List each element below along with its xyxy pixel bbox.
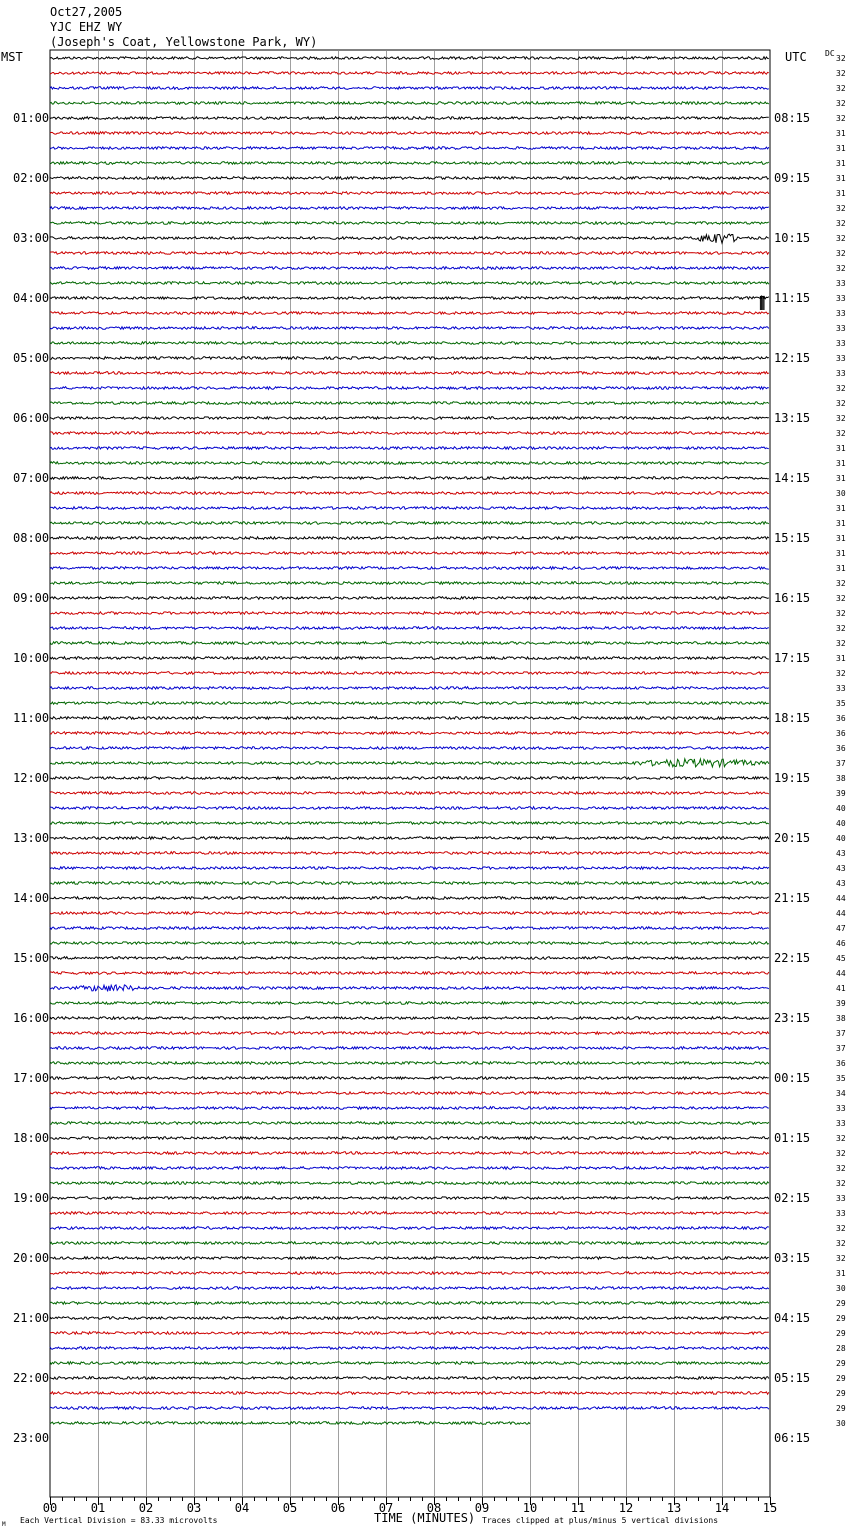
- dc-value: 29: [836, 1299, 846, 1308]
- dc-value: 39: [836, 789, 846, 798]
- trace-row: [50, 296, 769, 310]
- dc-value: 31: [836, 549, 846, 558]
- dc-value: 32: [836, 669, 846, 678]
- dc-value: 40: [836, 804, 846, 813]
- trace-row: [50, 1032, 769, 1035]
- dc-value: 32: [836, 399, 846, 408]
- utc-hour-label: 05:15: [774, 1371, 811, 1385]
- mst-hour-label: 10:00: [13, 651, 50, 665]
- trace-row: [50, 1137, 769, 1140]
- trace-row: [50, 312, 769, 315]
- dc-value: 32: [836, 249, 846, 258]
- dc-value: 35: [836, 1074, 846, 1083]
- dc-value: 31: [836, 654, 846, 663]
- dc-value: 37: [836, 759, 846, 768]
- trace-row: [50, 1152, 769, 1155]
- dc-value: 29: [836, 1404, 846, 1413]
- dc-value: 33: [836, 354, 846, 363]
- dc-value: 30: [836, 1284, 846, 1293]
- trace-row: [50, 432, 769, 435]
- utc-hour-label: 00:15: [774, 1071, 811, 1085]
- dc-values: [836, 54, 846, 1428]
- trace-row: [50, 522, 769, 525]
- trace-row: [50, 1077, 769, 1080]
- x-tick-label: 11: [570, 1501, 586, 1515]
- trace-row: [50, 717, 769, 720]
- utc-hour-label: 22:15: [774, 951, 811, 965]
- dc-value: 33: [836, 279, 846, 288]
- trace-row: [50, 582, 769, 585]
- trace-row: [50, 222, 769, 225]
- dc-value: 34: [836, 1089, 846, 1098]
- dc-value: 30: [836, 489, 846, 498]
- dc-value: 38: [836, 1014, 846, 1023]
- dc-value: 33: [836, 324, 846, 333]
- trace-row: [50, 1182, 769, 1185]
- dc-value: 32: [836, 579, 846, 588]
- trace-row: [50, 957, 769, 960]
- utc-hour-label: 13:15: [774, 411, 811, 425]
- dc-value: 32: [836, 1164, 846, 1173]
- dc-value: 28: [836, 1344, 846, 1353]
- trace-row: [50, 985, 769, 992]
- trace-row: [50, 1197, 769, 1200]
- mst-hour-label: 02:00: [13, 171, 50, 185]
- left-axis-label: MST: [1, 50, 23, 64]
- trace-row: [50, 87, 769, 90]
- x-axis-label: TIME (MINUTES): [374, 1511, 476, 1525]
- trace-row: [50, 927, 769, 930]
- dc-value: 44: [836, 909, 846, 918]
- trace-row: [50, 342, 769, 345]
- mst-hour-label: 01:00: [13, 111, 50, 125]
- trace-row: [50, 117, 769, 120]
- footer-clip-note: Traces clipped at plus/minus 5 vertical divisions: [482, 1516, 719, 1525]
- right-axis-label: UTC: [785, 50, 807, 64]
- trace-row: [50, 492, 769, 495]
- trace-row: [50, 1227, 769, 1230]
- trace-row: [50, 1212, 769, 1215]
- dc-value: 29: [836, 1359, 846, 1368]
- dc-value: 31: [836, 564, 846, 573]
- header-location: (Joseph's Coat, Yellowstone Park, WY): [50, 35, 318, 49]
- trace-row: [50, 882, 769, 885]
- dc-value: 31: [836, 444, 846, 453]
- dc-value: 32: [836, 429, 846, 438]
- dc-value: 32: [836, 639, 846, 648]
- trace-row: [50, 777, 769, 780]
- dc-value: 44: [836, 969, 846, 978]
- trace-row: [50, 792, 769, 795]
- dc-value: 33: [836, 1119, 846, 1128]
- x-tick-label: 01: [90, 1501, 106, 1515]
- dc-value: 45: [836, 954, 846, 963]
- utc-labels: [774, 111, 810, 1445]
- trace-row: [50, 972, 769, 975]
- trace-row: [50, 234, 769, 243]
- trace-row: [50, 192, 769, 195]
- x-tick-label: 02: [138, 1501, 154, 1515]
- trace-row: [50, 417, 769, 420]
- dc-value: 32: [836, 1224, 846, 1233]
- dc-value: 31: [836, 159, 846, 168]
- footer-left-mark: M: [2, 1521, 6, 1528]
- mst-hour-label: 18:00: [13, 1131, 50, 1145]
- dc-value: 32: [836, 609, 846, 618]
- utc-hour-label: 20:15: [774, 831, 811, 845]
- dc-value: 32: [836, 264, 846, 273]
- trace-row: [50, 1347, 769, 1350]
- trace-row: [50, 1107, 769, 1110]
- x-tick-label: 10: [522, 1501, 538, 1515]
- x-tick-label: 15: [762, 1501, 778, 1515]
- x-tick-label: 06: [330, 1501, 346, 1515]
- trace-row: [50, 867, 769, 870]
- x-tick-label: 04: [234, 1501, 250, 1515]
- dc-value: 40: [836, 819, 846, 828]
- mst-hour-label: 23:00: [13, 1431, 50, 1445]
- dc-value: 30: [836, 1419, 846, 1428]
- dc-value: 32: [836, 114, 846, 123]
- trace-row: [50, 912, 769, 915]
- trace-row: [50, 1392, 769, 1395]
- dc-value: 35: [836, 699, 846, 708]
- trace-row: [50, 807, 769, 810]
- mst-hour-label: 07:00: [13, 471, 50, 485]
- dc-value: 32: [836, 1239, 846, 1248]
- mst-hour-label: 20:00: [13, 1251, 50, 1265]
- mst-hour-label: 03:00: [13, 231, 50, 245]
- trace-row: [50, 252, 769, 255]
- trace-row: [50, 147, 769, 150]
- trace-row: [50, 627, 769, 630]
- trace-row: [50, 1332, 769, 1335]
- trace-row: [50, 852, 769, 855]
- trace-row: [50, 357, 769, 360]
- dc-value: 41: [836, 984, 846, 993]
- dc-value: 32: [836, 219, 846, 228]
- dc-value: 33: [836, 1209, 846, 1218]
- trace-row: [50, 1362, 769, 1365]
- dc-value: 33: [836, 684, 846, 693]
- dc-value: 29: [836, 1374, 846, 1383]
- trace-row: [50, 177, 769, 180]
- trace-row: [50, 57, 769, 60]
- dc-value: 31: [836, 129, 846, 138]
- utc-hour-label: 08:15: [774, 111, 811, 125]
- x-tick-label: 09: [474, 1501, 490, 1515]
- dc-value: 31: [836, 474, 846, 483]
- mst-hour-label: 08:00: [13, 531, 50, 545]
- x-tick-label: 08: [426, 1501, 442, 1515]
- dc-value: 46: [836, 939, 846, 948]
- dc-value: 31: [836, 459, 846, 468]
- trace-row: [50, 507, 769, 510]
- trace-row: [50, 1407, 769, 1410]
- dc-value: 29: [836, 1389, 846, 1398]
- trace-row: [50, 1122, 769, 1125]
- dc-value: 32: [836, 594, 846, 603]
- trace-row: [50, 942, 769, 945]
- trace-row: [50, 282, 769, 285]
- dc-value: 37: [836, 1029, 846, 1038]
- trace-row: [50, 132, 769, 135]
- trace-row: [50, 687, 769, 690]
- dc-value: 31: [836, 534, 846, 543]
- trace-row: [50, 552, 769, 555]
- mst-hour-label: 05:00: [13, 351, 50, 365]
- dc-value: 36: [836, 1059, 846, 1068]
- trace-row: [50, 537, 769, 540]
- utc-hour-label: 16:15: [774, 591, 811, 605]
- dc-value: 32: [836, 204, 846, 213]
- dc-value: 43: [836, 849, 846, 858]
- trace-row: [50, 822, 769, 825]
- utc-hour-label: 11:15: [774, 291, 811, 305]
- trace-row: [50, 1092, 769, 1095]
- x-tick-label: 03: [186, 1501, 202, 1515]
- mst-hour-label: 21:00: [13, 1311, 50, 1325]
- mst-hour-label: 17:00: [13, 1071, 50, 1085]
- trace-row: [50, 1422, 530, 1425]
- dc-value: 31: [836, 504, 846, 513]
- dc-value: 29: [836, 1329, 846, 1338]
- dc-value: 37: [836, 1044, 846, 1053]
- trace-row: [50, 372, 769, 375]
- mst-hour-label: 11:00: [13, 711, 50, 725]
- dc-value: 32: [836, 54, 846, 63]
- trace-row: [50, 1047, 769, 1050]
- x-tick-label: 07: [378, 1501, 394, 1515]
- trace-row: [50, 837, 769, 840]
- trace-row: [50, 1002, 769, 1005]
- trace-row: [50, 1167, 769, 1170]
- dc-value: 32: [836, 1149, 846, 1158]
- utc-hour-label: 04:15: [774, 1311, 811, 1325]
- mst-hour-label: 09:00: [13, 591, 50, 605]
- trace-row: [50, 1017, 769, 1020]
- trace-row: [50, 207, 769, 210]
- utc-hour-label: 15:15: [774, 531, 811, 545]
- dc-value: 43: [836, 879, 846, 888]
- trace-row: [50, 612, 769, 615]
- utc-hour-label: 21:15: [774, 891, 811, 905]
- utc-hour-label: 10:15: [774, 231, 811, 245]
- trace-row: [50, 402, 769, 405]
- utc-hour-label: 12:15: [774, 351, 811, 365]
- trace-row: [50, 672, 769, 675]
- x-tick-label: 12: [618, 1501, 634, 1515]
- mst-hour-label: 04:00: [13, 291, 50, 305]
- utc-hour-label: 02:15: [774, 1191, 811, 1205]
- utc-hour-label: 03:15: [774, 1251, 811, 1265]
- dc-value: 32: [836, 1254, 846, 1263]
- dc-label: DC: [825, 49, 835, 58]
- trace-row: [50, 1287, 769, 1290]
- dc-value: 38: [836, 774, 846, 783]
- dc-value: 31: [836, 189, 846, 198]
- dc-value: 36: [836, 744, 846, 753]
- footer-scale-note: Each Vertical Division = 83.33 microvolts: [20, 1516, 218, 1525]
- mst-hour-label: 06:00: [13, 411, 50, 425]
- trace-row: [50, 597, 769, 600]
- mst-hour-label: 19:00: [13, 1191, 50, 1205]
- x-tick-label: 13: [666, 1501, 682, 1515]
- dc-value: 39: [836, 999, 846, 1008]
- trace-row: [50, 567, 769, 570]
- dc-value: 43: [836, 864, 846, 873]
- dc-value: 32: [836, 69, 846, 78]
- x-tick-label: 00: [42, 1501, 58, 1515]
- dc-value: 33: [836, 339, 846, 348]
- trace-row: [50, 732, 769, 735]
- trace-row: [50, 102, 769, 105]
- trace-row: [50, 897, 769, 900]
- x-tick-label: 14: [714, 1501, 730, 1515]
- trace-row: [50, 1062, 769, 1065]
- mst-labels: [13, 111, 49, 1445]
- x-tick-label: 05: [282, 1501, 298, 1515]
- dc-value: 32: [836, 624, 846, 633]
- dc-value: 31: [836, 174, 846, 183]
- header-date: Oct27,2005: [50, 5, 123, 19]
- utc-hour-label: 14:15: [774, 471, 811, 485]
- dc-value: 32: [836, 99, 846, 108]
- trace-row: [50, 462, 769, 465]
- utc-hour-label: 23:15: [774, 1011, 811, 1025]
- dc-value: 32: [836, 384, 846, 393]
- trace-row: [50, 702, 769, 705]
- dc-value: 36: [836, 714, 846, 723]
- dc-value: 33: [836, 294, 846, 303]
- dc-value: 31: [836, 1269, 846, 1278]
- utc-hour-label: 09:15: [774, 171, 811, 185]
- dc-value: 44: [836, 894, 846, 903]
- utc-hour-label: 19:15: [774, 771, 811, 785]
- dc-value: 47: [836, 924, 846, 933]
- dc-value: 32: [836, 414, 846, 423]
- trace-row: [50, 1242, 769, 1245]
- dc-value: 33: [836, 1104, 846, 1113]
- trace-row: [50, 1257, 769, 1260]
- trace-row: [50, 1302, 769, 1305]
- mst-hour-label: 13:00: [13, 831, 50, 845]
- trace-row: [50, 327, 769, 330]
- trace-row: [50, 72, 769, 75]
- dc-value: 33: [836, 369, 846, 378]
- trace-row: [50, 759, 769, 767]
- mst-hour-label: 22:00: [13, 1371, 50, 1385]
- dc-value: 32: [836, 234, 846, 243]
- trace-row: [50, 447, 769, 450]
- dc-value: 33: [836, 309, 846, 318]
- dc-value: 31: [836, 144, 846, 153]
- trace-row: [50, 162, 769, 165]
- trace-row: [50, 747, 769, 750]
- dc-value: 29: [836, 1314, 846, 1323]
- trace-row: [50, 642, 769, 645]
- header-station: YJC EHZ WY: [50, 20, 123, 34]
- dc-value: 36: [836, 729, 846, 738]
- trace-row: [50, 1377, 769, 1380]
- traces: [50, 57, 769, 1425]
- dc-value: 32: [836, 84, 846, 93]
- trace-row: [50, 387, 769, 390]
- trace-row: [50, 477, 769, 480]
- trace-row: [50, 1317, 769, 1320]
- mst-hour-label: 14:00: [13, 891, 50, 905]
- mst-hour-label: 16:00: [13, 1011, 50, 1025]
- dc-value: 32: [836, 1134, 846, 1143]
- dc-value: 33: [836, 1194, 846, 1203]
- dc-value: 40: [836, 834, 846, 843]
- utc-hour-label: 18:15: [774, 711, 811, 725]
- utc-hour-label: 01:15: [774, 1131, 811, 1145]
- mst-hour-label: 12:00: [13, 771, 50, 785]
- dc-value: 31: [836, 519, 846, 528]
- utc-hour-label: 17:15: [774, 651, 811, 665]
- trace-row: [50, 657, 769, 660]
- trace-row: [50, 267, 769, 270]
- trace-row: [50, 1272, 769, 1275]
- dc-value: 32: [836, 1179, 846, 1188]
- mst-hour-label: 15:00: [13, 951, 50, 965]
- utc-hour-label: 06:15: [774, 1431, 811, 1445]
